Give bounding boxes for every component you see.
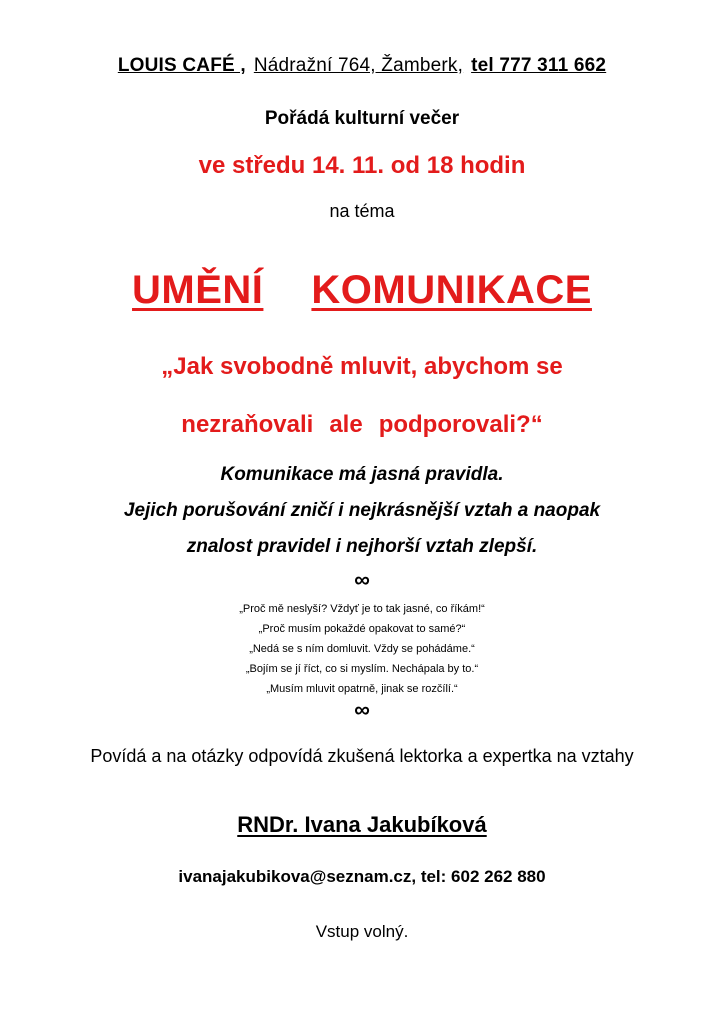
- subtitle-word-3: podporovali?“: [378, 411, 543, 438]
- quote-item: „Bojím se jí říct, co si myslím. Nechápala by to.“: [245, 663, 479, 675]
- quote-item: „Proč mě neslyší? Vždyť je to tak jasné, co říkám!“: [239, 603, 485, 615]
- venue-phone: tel 777 311 662: [471, 55, 607, 76]
- event-title-part2: KOMUNIKACE: [311, 268, 592, 312]
- topic-intro: na téma: [329, 201, 395, 221]
- venue-address: Nádražní 764, Žamberk,: [253, 55, 464, 76]
- quote-item: „Musím mluvit opatrně, jinak se rozčílí.“: [266, 683, 458, 695]
- venue-header: [0, 55, 724, 77]
- infinity-icon: ∞: [354, 697, 370, 722]
- event-title-part1: UMĚNÍ: [132, 268, 264, 312]
- event-subtitle-line1: „Jak svobodně mluvit, abychom se: [161, 353, 563, 380]
- rules-line-3: znalost pravidel i nejhorší vztah zlepší.: [186, 536, 538, 557]
- event-title: [0, 268, 724, 313]
- organizes-text: Pořádá kulturní večer: [264, 108, 460, 129]
- rules-line-2: Jejich porušování zničí i nejkrásnější vztah a naopak: [123, 500, 601, 521]
- rules-line-1: Komunikace má jasná pravidla.: [220, 464, 504, 485]
- subtitle-word-1: nezraňovali: [181, 411, 314, 438]
- subtitle-word-2: ale: [329, 411, 363, 438]
- event-subtitle-line2: [0, 411, 724, 439]
- speaker-intro: Povídá a na otázky odpovídá zkušená lektorka a expertka na vztahy: [90, 746, 634, 766]
- entry-note: Vstup volný.: [315, 922, 409, 941]
- venue-name: LOUIS CAFÉ ,: [117, 55, 246, 76]
- speaker-contact: ivanajakubikova@seznam.cz, tel: 602 262 880: [178, 867, 546, 886]
- quote-item: „Nedá se s ním domluvit. Vždy se pohádáme.“: [249, 643, 475, 655]
- quote-item: „Proč musím pokaždé opakovat to samé?“: [258, 623, 466, 635]
- infinity-icon: ∞: [354, 567, 370, 592]
- event-date: ve středu 14. 11. od 18 hodin: [198, 152, 526, 179]
- speaker-name: RNDr. Ivana Jakubíková: [237, 812, 487, 837]
